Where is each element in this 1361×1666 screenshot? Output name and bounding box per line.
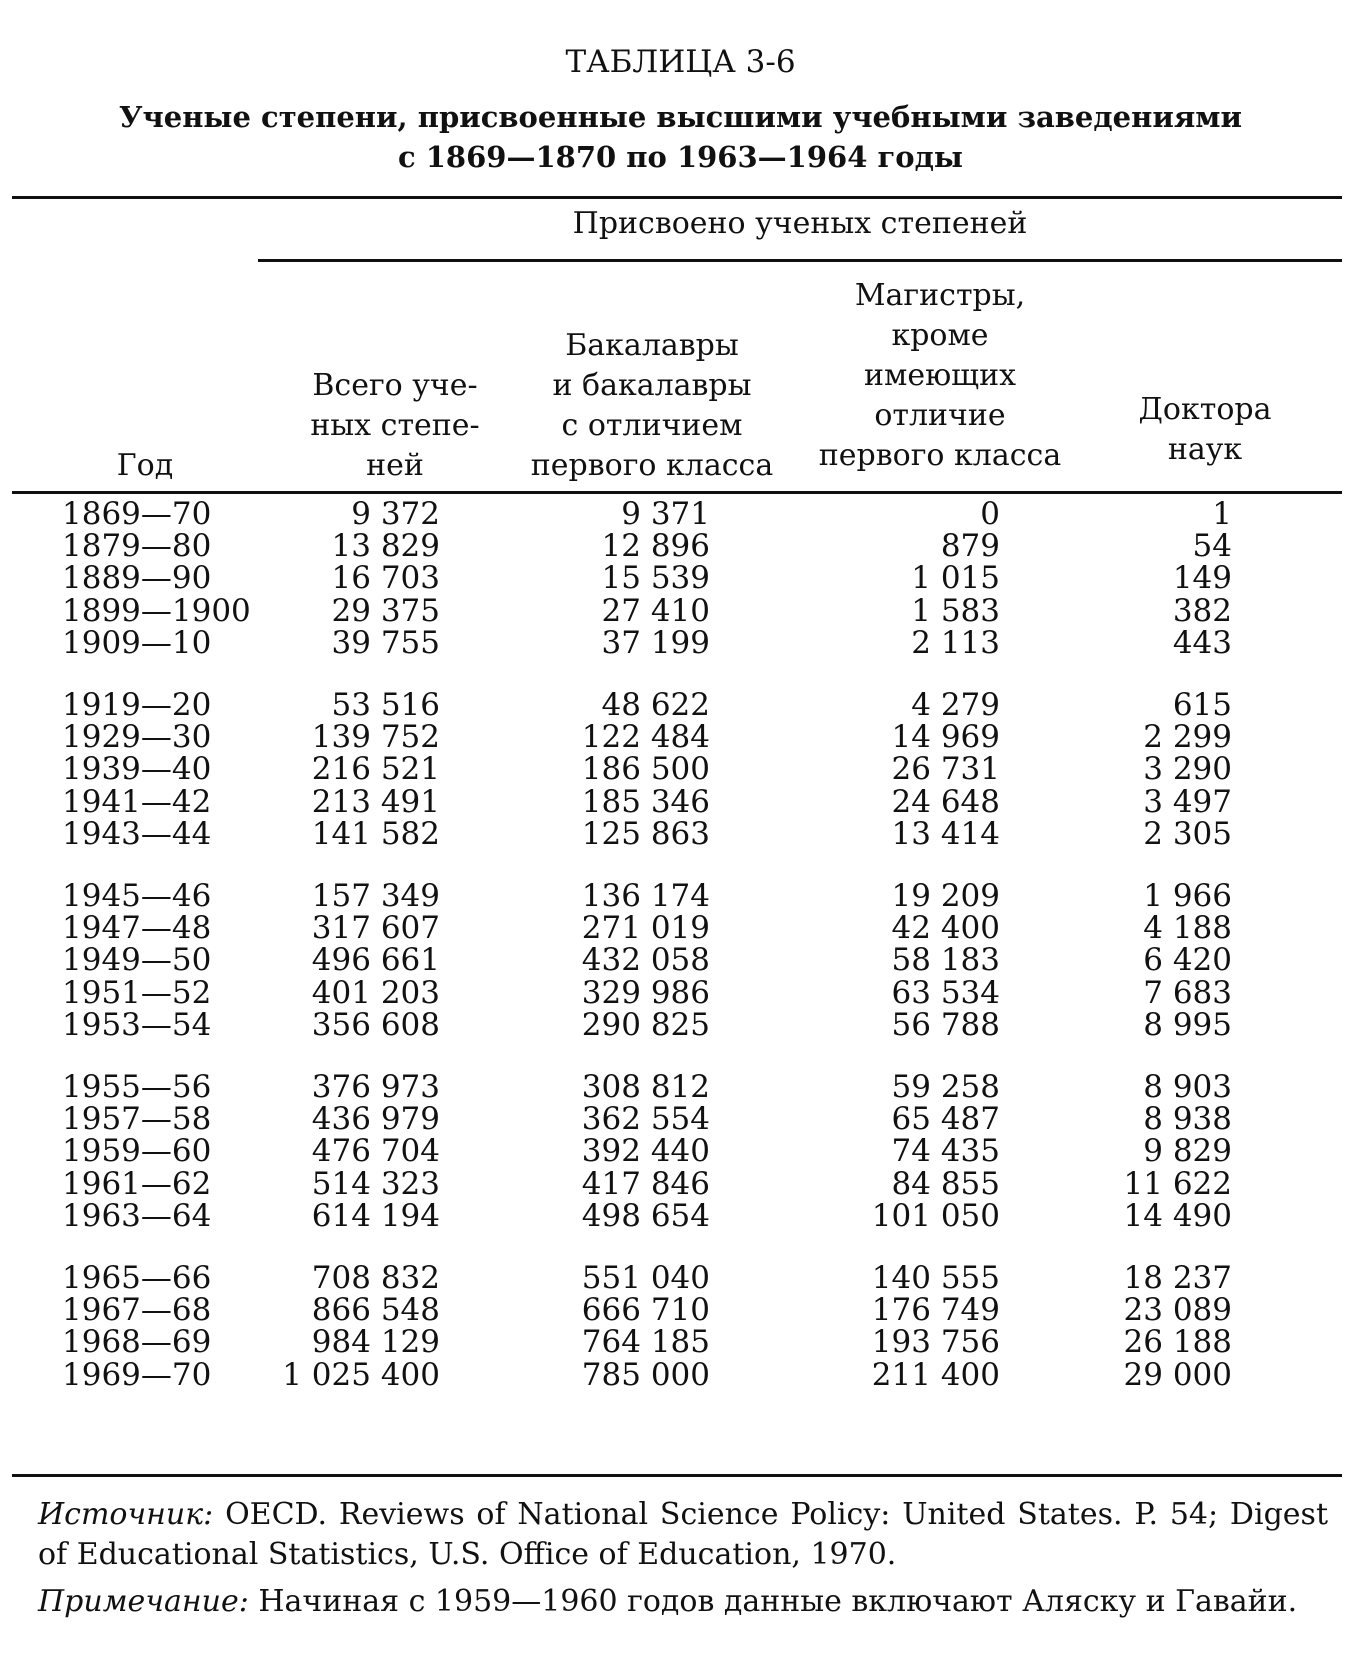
header-masters-line: имеющих [863, 358, 1016, 393]
header-masters-line: первого класса [818, 438, 1062, 473]
header-doctors-line: наук [1167, 432, 1243, 467]
cell-doctors: 2 305 [1143, 815, 1232, 852]
cell-year: 1959—60 [62, 1133, 212, 1170]
cell-bachelors: 185 346 [581, 783, 710, 820]
cell-doctors: 54 [1192, 528, 1232, 565]
cell-masters: 42 400 [891, 910, 1000, 947]
cell-doctors: 29 000 [1123, 1356, 1232, 1393]
cell-doctors: 443 [1172, 624, 1232, 661]
cell-total: 1 025 400 [282, 1356, 440, 1393]
cell-masters: 26 731 [891, 751, 1000, 788]
cell-total: 614 194 [311, 1197, 440, 1234]
cell-doctors: 8 995 [1143, 1006, 1232, 1043]
cell-year: 1889—90 [62, 560, 212, 597]
cell-masters: 19 209 [891, 878, 1000, 914]
cell-year: 1945—46 [62, 878, 212, 914]
table-caption-line2: с 1869—1870 по 1963—1964 годы [398, 140, 963, 174]
cell-doctors: 4 188 [1143, 910, 1232, 947]
cell-total: 476 704 [311, 1133, 440, 1170]
cell-doctors: 1 966 [1143, 878, 1232, 914]
cell-bachelors: 12 896 [601, 528, 710, 565]
cell-doctors: 6 420 [1143, 942, 1232, 979]
cell-total: 213 491 [311, 783, 440, 820]
group-header: Присвоено ученых степеней [572, 206, 1028, 241]
cell-masters: 211 400 [871, 1356, 1000, 1393]
cell-masters: 13 414 [891, 815, 1000, 852]
cell-bachelors: 27 410 [601, 592, 710, 629]
header-year: Год [116, 448, 174, 483]
cell-doctors: 615 [1172, 687, 1232, 723]
cell-doctors: 8 938 [1143, 1101, 1232, 1138]
cell-doctors: 7 683 [1143, 974, 1232, 1011]
cell-masters: 1 583 [911, 592, 1000, 629]
header-total [245, 366, 545, 486]
cell-bachelors: 362 554 [581, 1101, 710, 1138]
header-masters [790, 276, 1090, 476]
cell-doctors: 11 622 [1123, 1165, 1232, 1202]
cell-total: 401 203 [311, 974, 440, 1011]
cell-bachelors: 417 846 [581, 1165, 710, 1202]
cell-total: 216 521 [311, 751, 440, 788]
cell-year: 1969—70 [62, 1356, 212, 1393]
cell-masters: 4 279 [911, 687, 1000, 723]
cell-year: 1957—58 [62, 1101, 212, 1138]
cell-total: 16 703 [331, 560, 440, 597]
cell-bachelors: 136 174 [581, 878, 710, 914]
cell-total: 436 979 [311, 1101, 440, 1138]
cell-total: 317 607 [311, 910, 440, 947]
cell-year: 1953—54 [62, 1006, 212, 1043]
cell-bachelors: 290 825 [581, 1006, 710, 1043]
cell-bachelors: 271 019 [581, 910, 710, 947]
cell-total: 157 349 [311, 878, 440, 914]
cell-masters: 59 258 [891, 1069, 1000, 1105]
cell-masters: 0 [980, 496, 1000, 532]
cell-year: 1939—40 [62, 751, 212, 788]
cell-year: 1909—10 [62, 624, 212, 661]
cell-masters: 56 788 [891, 1006, 1000, 1043]
cell-year: 1955—56 [62, 1069, 212, 1105]
table-number: ТАБЛИЦА 3-6 [565, 44, 796, 80]
cell-masters: 879 [940, 528, 1000, 565]
cell-year: 1967—68 [62, 1292, 212, 1329]
header-doctors [1055, 390, 1355, 470]
header-bachelors-line: с отличием [561, 408, 743, 443]
cell-total: 13 829 [331, 528, 440, 565]
cell-year: 1941—42 [62, 783, 212, 820]
cell-year: 1949—50 [62, 942, 212, 979]
cell-doctors: 3 290 [1143, 751, 1232, 788]
cell-bachelors: 37 199 [601, 624, 710, 661]
bottom-rule [12, 1474, 1342, 1477]
group-header-rule [258, 259, 1342, 262]
cell-year: 1879—80 [62, 528, 212, 565]
cell-bachelors: 186 500 [581, 751, 710, 788]
cell-doctors: 18 237 [1123, 1260, 1232, 1296]
cell-masters: 2 113 [911, 624, 1000, 661]
cell-masters: 65 487 [891, 1101, 1000, 1138]
cell-masters: 1 015 [911, 560, 1000, 597]
header-bachelors-line: Бакалавры [565, 328, 739, 363]
cell-doctors: 14 490 [1123, 1197, 1232, 1234]
cell-total: 139 752 [311, 719, 440, 756]
cell-doctors: 8 903 [1143, 1069, 1232, 1105]
cell-doctors: 382 [1172, 592, 1232, 629]
cell-year: 1919—20 [62, 687, 212, 723]
cell-bachelors: 498 654 [581, 1197, 710, 1234]
header-total-line: Всего уче- [312, 368, 478, 403]
cell-doctors: 23 089 [1123, 1292, 1232, 1329]
top-rule [12, 196, 1342, 199]
cell-total: 496 661 [311, 942, 440, 979]
cell-masters: 101 050 [871, 1197, 1000, 1234]
cell-year: 1947—48 [62, 910, 212, 947]
header-bachelors-line: и бакалавры [552, 368, 752, 403]
cell-doctors: 3 497 [1143, 783, 1232, 820]
cell-bachelors: 48 622 [601, 687, 710, 723]
header-bachelors-line: первого класса [530, 448, 774, 483]
cell-doctors: 2 299 [1143, 719, 1232, 756]
header-masters-line: Магистры, [854, 278, 1026, 313]
footnote [38, 1582, 1328, 1622]
cell-total: 53 516 [331, 687, 440, 723]
cell-masters: 14 969 [891, 719, 1000, 756]
header-total-line: ных степе- [310, 408, 480, 443]
cell-masters: 63 534 [891, 974, 1000, 1011]
cell-year: 1965—66 [62, 1260, 212, 1296]
cell-year: 1899—1900 [62, 592, 251, 629]
source-text: OECD. Reviews of National Science Policy: United States. P. 54; Digest of Educational Statistics, U.S. Office of Education, 1970. [38, 1497, 1328, 1572]
cell-bachelors: 432 058 [581, 942, 710, 979]
note-label: Примечание: [38, 1584, 249, 1619]
cell-bachelors: 764 185 [581, 1324, 710, 1361]
header-rule [12, 491, 1342, 494]
cell-masters: 24 648 [891, 783, 1000, 820]
header-total-line: ней [366, 448, 424, 483]
cell-bachelors: 308 812 [581, 1069, 710, 1105]
cell-doctors: 9 829 [1143, 1133, 1232, 1170]
cell-doctors: 1 [1212, 496, 1232, 532]
cell-bachelors: 125 863 [581, 815, 710, 852]
cell-doctors: 26 188 [1123, 1324, 1232, 1361]
cell-year: 1961—62 [62, 1165, 212, 1202]
cell-doctors: 149 [1172, 560, 1232, 597]
cell-year: 1968—69 [62, 1324, 212, 1361]
source-label: Источник: [38, 1497, 214, 1532]
cell-year: 1869—70 [62, 496, 212, 532]
cell-total: 376 973 [311, 1069, 440, 1105]
cell-bachelors: 392 440 [581, 1133, 710, 1170]
cell-masters: 74 435 [891, 1133, 1000, 1170]
source-note [38, 1495, 1328, 1575]
cell-total: 708 832 [311, 1260, 440, 1296]
cell-masters: 58 183 [891, 942, 1000, 979]
cell-bachelors: 329 986 [581, 974, 710, 1011]
cell-year: 1951—52 [62, 974, 212, 1011]
cell-total: 29 375 [331, 592, 440, 629]
cell-masters: 140 555 [871, 1260, 1000, 1296]
header-masters-line: кроме [891, 318, 989, 353]
cell-total: 9 372 [351, 496, 440, 532]
cell-year: 1943—44 [62, 815, 212, 852]
cell-total: 514 323 [311, 1165, 440, 1202]
header-doctors-line: Доктора [1138, 392, 1272, 427]
cell-masters: 193 756 [871, 1324, 1000, 1361]
cell-bachelors: 785 000 [581, 1356, 710, 1393]
table-caption-line1: Ученые степени, присвоенные высшими учебными заведениями [119, 100, 1242, 134]
cell-total: 141 582 [311, 815, 440, 852]
cell-bachelors: 551 040 [581, 1260, 710, 1296]
cell-bachelors: 122 484 [581, 719, 710, 756]
cell-bachelors: 15 539 [601, 560, 710, 597]
header-bachelors [502, 326, 802, 486]
cell-year: 1963—64 [62, 1197, 212, 1234]
cell-total: 356 608 [311, 1006, 440, 1043]
note-text: Начиная с 1959—1960 годов данные включают Аляску и Гавайи. [248, 1584, 1298, 1619]
cell-bachelors: 9 371 [621, 496, 710, 532]
cell-total: 39 755 [331, 624, 440, 661]
cell-bachelors: 666 710 [581, 1292, 710, 1329]
cell-year: 1929—30 [62, 719, 212, 756]
cell-masters: 176 749 [871, 1292, 1000, 1329]
header-masters-line: отличие [874, 398, 1006, 433]
cell-masters: 84 855 [891, 1165, 1000, 1202]
cell-total: 984 129 [311, 1324, 440, 1361]
cell-total: 866 548 [311, 1292, 440, 1329]
